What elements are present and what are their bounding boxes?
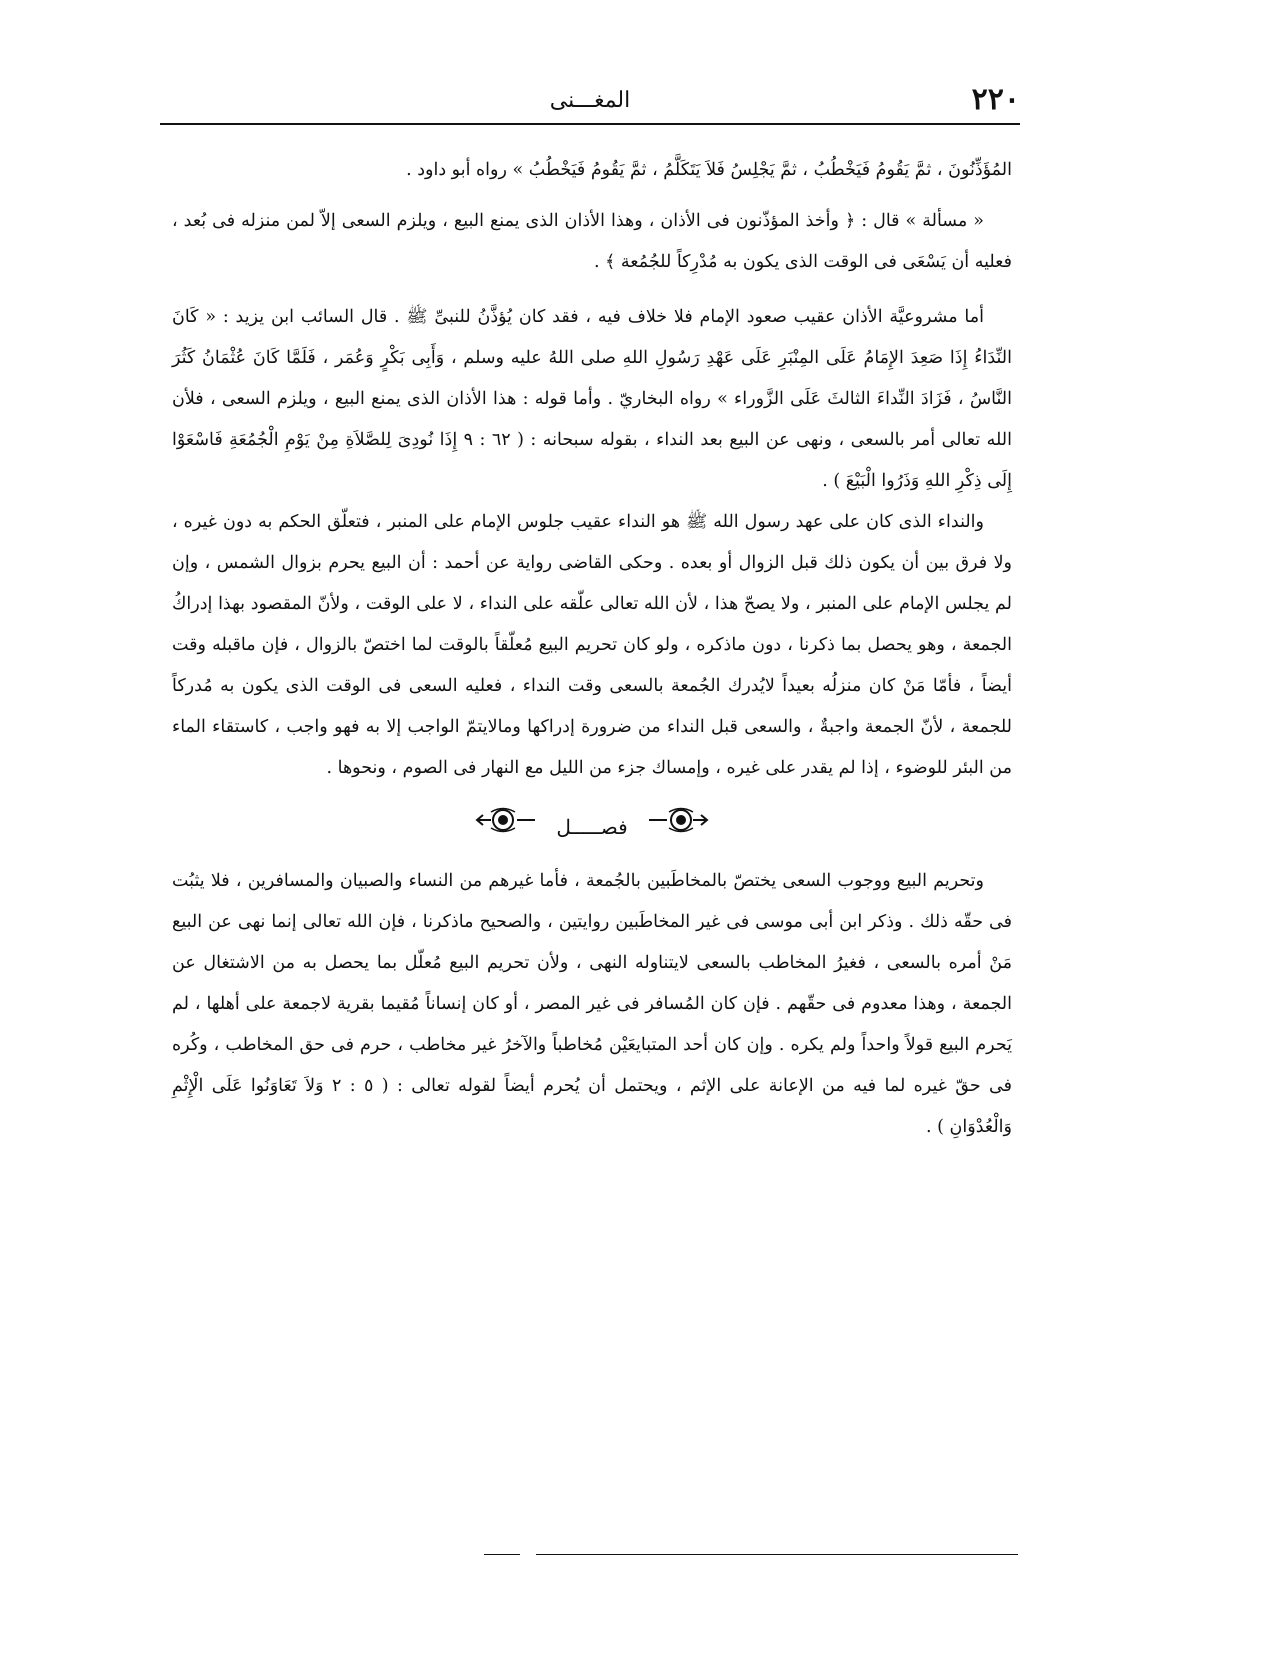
running-head bbox=[160, 82, 1020, 122]
paragraph-masala: « مسألة » قال : ﴿ وأخذ المؤذّنون فى الأذان ، وهذا الأذان الذى يمنع البيع ، ويلزم السعى إلاّ لمن منزله فى بُعد ، فعليه أن يَسْعَى فى الوقت الذى يكون به مُدْرِكاً للجُمُعة ﴾ . bbox=[172, 211, 1012, 272]
header-rule bbox=[160, 123, 1020, 125]
section-heading-label: فصـــــل bbox=[556, 814, 628, 839]
paragraph-commentary-2: والنداء الذى كان على عهد رسول الله ﷺ هو النداء عقيب جلوس الإمام على المنبر ، فتعلّق الحكم به دون غيره ، ولا فرق بين أن يكون ذلك قبل الزوال أو بعده . وحكى القاضى رواية عن أحمد : أن البيع يحرم بزوال الشمس ، وإن لم يجلس الإمام على المنبر ، ولا يصحّ هذا ، لأن الله تعالى علّقه على النداء ، لا على الوقت ، ولأنّ المقصود بهذا إدراكُ الجمعة ، وهو يحصل بما ذكرنا ، دون ماذكره ، ولو كان تحريم البيع مُعلّقاً بالوقت لما اختصّ بالزوال ، فإن ماقبله وقت أيضاً ، فأمّا مَنْ كان منزلُه بعيداً لايُدرك الجُمعة بالسعى وقت النداء ، فعليه السعى فى الوقت الذى يكون به مُدركاً للجمعة ، لأنّ الجمعة واجبةٌ ، والسعى قبل النداء من ضرورة إدراكها ومالايتمّ الواجب إلا به فهو واجب ، كاستقاء الماء من البئر للوضوء ، إذا لم يقدر على غيره ، وإمساك جزء من الليل مع النهار فى الصوم ، ونحوها . bbox=[172, 512, 1012, 778]
ornament-right-icon bbox=[647, 807, 711, 846]
ornament-left-icon bbox=[473, 807, 537, 846]
paragraph-fasl: وتحريم البيع ووجوب السعى يختصّ بالمخاطَبين بالجُمعة ، فأما غيرهم من النساء والصبيان والمسافرين ، فلا يثبُت فى حقّه ذلك . وذكر ابن أبى موسى فى غير المخاطَبين روايتين ، والصحيح ماذكرنا ، فإن الله تعالى إنما نهى عن البيع مَنْ أمره بالسعى ، فغيرُ المخاطب بالسعى لايتناوله النهى ، ولأن تحريم البيع مُعلّل بما يحصل به من الاشتغال عن الجمعة ، وهذا معدوم فى حقّهم . فإن كان المُسافر فى غير المصر ، أو كان إنساناً مُقيما بقرية لاجمعة على أهلها ، لم يَحرم البيع قولاً واحداً ولم يكره . وإن كان أحد المتبايعَيْن مُخاطباً والآخرُ غير مخاطب ، حرم فى حق المخاطب ، وكُره فى حقّ غيره لما فيه من الإعانة على الإثم ، ويحتمل أن يُحرم أيضاً لقوله تعالى : ( ٥ : ٢ وَلاَ تَعَاوَنُوا عَلَى الْإِثْمِ وَالْعُدْوَانِ ) . bbox=[172, 871, 1013, 1137]
body-text bbox=[172, 150, 1012, 1148]
paragraph-continuation: المُؤَذِّنُونَ ، ثمَّ يَقُومُ فَيَخْطُبُ ، ثمَّ يَجْلِسُ فَلاَ يَتَكَلَّمُ ، ثمَّ يَقُومُ فَيَخْطُبُ » رواه أبو داود . bbox=[406, 160, 1012, 180]
book-title: المغـــنى bbox=[549, 88, 631, 113]
footer-rule bbox=[536, 1554, 1018, 1555]
footer-rule-short bbox=[484, 1554, 520, 1555]
paragraph-commentary: أما مشروعيَّة الأذان عقيب صعود الإمام فلا خلاف فيه ، فقد كان يُؤذَّنُ للنبىِّ ﷺ . قال السائب ابن يزيد : « كَانَ النِّدَاءُ إِذَا صَعِدَ الإِمَامُ عَلَى المِنْبَرِ عَلَى عَهْدِ رَسُولِ اللهِ صلى اللهُ عليه وسلم ، وَأَبِى بَكْرٍ وَعُمَر ، فَلَمَّا كَانَ عُثْمَانُ كَثُرَ النَّاسُ ، فَزَادَ النِّداءَ الثالثَ عَلَى الزَّوراء » رواه البخاريّ . وأما قوله : هذا الأذان الذى يمنع البيع ، ويلزم السعى ، فلأن الله تعالى أمر بالسعى ، ونهى عن البيع بعد النداء ، بقوله سبحانه : ( ٦٢ : ٩ إِذَا نُودِىَ لِلصَّلاَةِ مِنْ يَوْمِ الْجُمُعَةِ فَاسْعَوْا إِلَى ذِكْرِ اللهِ وَذَرُوا الْبَيْعَ ) . bbox=[172, 307, 1012, 491]
page-number: ٢٢٠ bbox=[971, 82, 1020, 117]
section-heading bbox=[172, 807, 1012, 843]
